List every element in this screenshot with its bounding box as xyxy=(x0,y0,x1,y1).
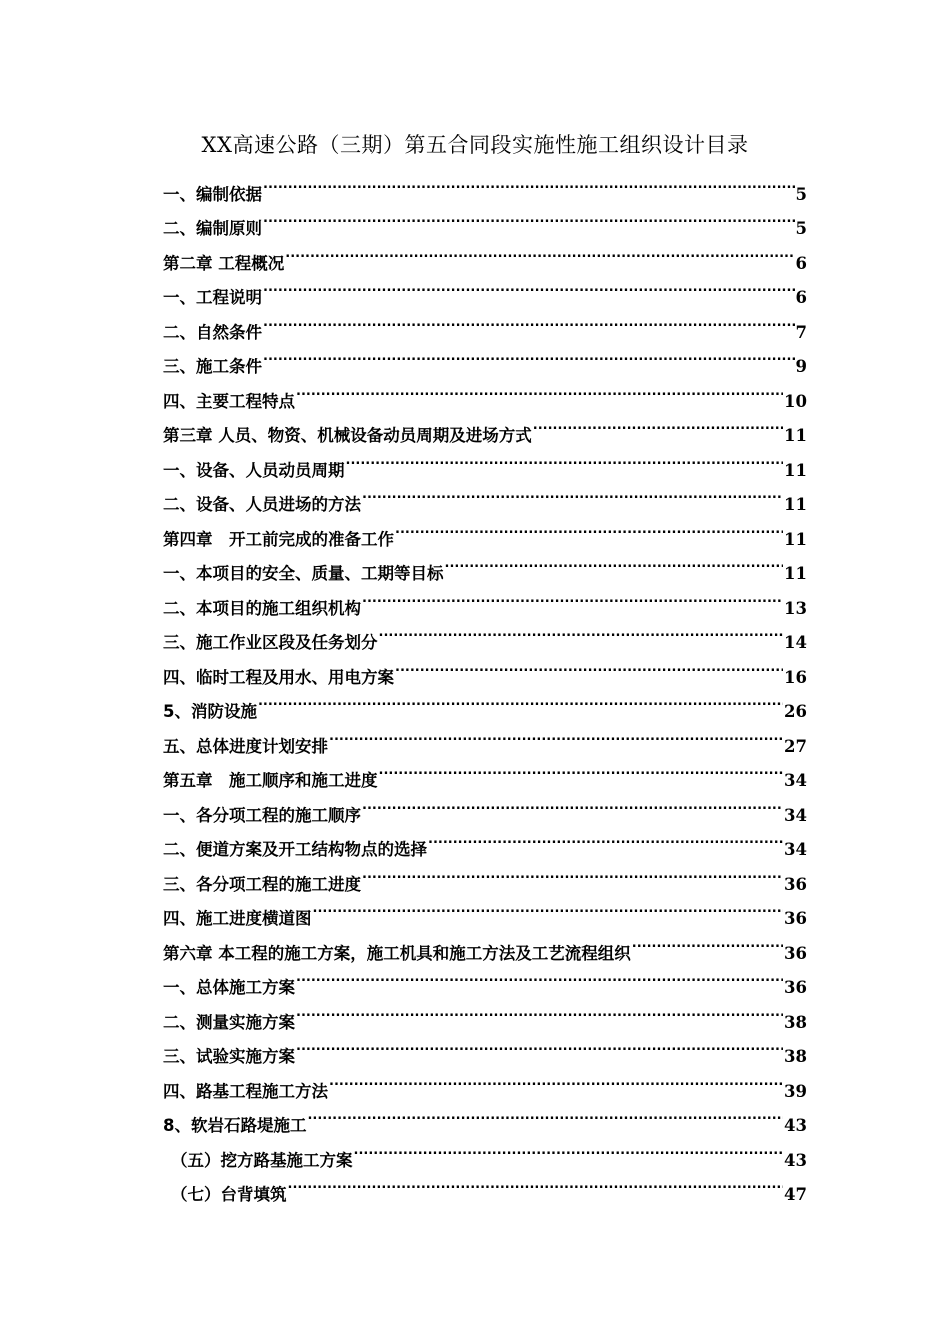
toc-entry-label: 二、便道方案及开工结构物点的选择 xyxy=(163,840,427,859)
toc-entry-label: 第五章 施工顺序和施工进度 xyxy=(163,771,378,790)
toc-entry-page-number: 11 xyxy=(784,460,807,480)
dot-leader xyxy=(362,579,783,614)
toc-entry-page-number: 38 xyxy=(784,1012,807,1032)
toc-entry-label: 三、试验实施方案 xyxy=(163,1047,295,1066)
toc-entry-page-number: 27 xyxy=(784,736,807,756)
toc-entry-page-number: 36 xyxy=(784,943,807,963)
toc-entry-label: 三、各分项工程的施工进度 xyxy=(163,874,361,894)
toc-entry[interactable] xyxy=(163,717,807,756)
toc-entry-page-number: 5 xyxy=(795,184,807,204)
toc-entry-label: 二、设备、人员进场的方法 xyxy=(163,495,361,514)
toc-entry-label: 二、测量实施方案 xyxy=(163,1012,295,1032)
dot-leader xyxy=(263,338,795,373)
toc-entry-label: 五、总体进度计划安排 xyxy=(163,736,328,756)
toc-entry-page-number: 34 xyxy=(784,805,807,825)
dot-leader xyxy=(329,1062,783,1097)
dot-leader xyxy=(445,545,784,580)
toc-entry-page-number: 14 xyxy=(784,633,807,652)
dot-leader xyxy=(285,234,794,269)
toc-entry-page-number: 38 xyxy=(784,1047,807,1066)
toc-entry-label: 一、本项目的安全、质量、工期等目标 xyxy=(163,564,444,583)
toc-entry-label: 一、各分项工程的施工顺序 xyxy=(163,805,361,825)
dot-leader xyxy=(288,1166,784,1201)
toc-entry-page-number: 36 xyxy=(784,874,807,894)
dot-leader xyxy=(263,165,795,200)
toc-entry-page-number: 36 xyxy=(784,978,807,997)
dot-leader xyxy=(362,786,783,821)
toc-entry-label: 四、临时工程及用水、用电方案 xyxy=(163,667,394,687)
toc-entry-label: 一、工程说明 xyxy=(163,288,262,307)
dot-leader xyxy=(296,372,783,407)
toc-entry-page-number: 43 xyxy=(784,1150,807,1170)
toc-entry-page-number: 9 xyxy=(795,357,807,376)
toc-entry-label: 第六章 本工程的施工方案，施工机具和施工方法及工艺流程组织 xyxy=(163,943,631,963)
dot-leader xyxy=(307,1097,783,1132)
toc-entry-page-number: 11 xyxy=(784,426,807,445)
toc-entry-label: 四、主要工程特点 xyxy=(163,391,295,411)
toc-entry-page-number: 43 xyxy=(784,1116,807,1135)
dot-leader xyxy=(313,890,784,925)
table-of-contents xyxy=(163,165,807,1204)
toc-entry[interactable] xyxy=(163,165,807,204)
dot-leader xyxy=(296,959,783,994)
dot-leader xyxy=(258,683,783,718)
toc-entry-label: 三、施工作业区段及任务划分 xyxy=(163,633,378,652)
toc-entry-label: 一、设备、人员动员周期 xyxy=(163,460,345,480)
toc-entry-page-number: 13 xyxy=(784,598,807,618)
toc-entry-label: 四、路基工程施工方法 xyxy=(163,1081,328,1101)
toc-entry-label: 第四章 开工前完成的准备工作 xyxy=(163,529,394,549)
toc-entry-label: 8、软岩石路堤施工 xyxy=(163,1116,307,1135)
toc-entry-label: 二、本项目的施工组织机构 xyxy=(163,598,361,618)
toc-entry-page-number: 11 xyxy=(784,564,807,583)
dot-leader xyxy=(346,441,784,476)
toc-entry-page-number: 34 xyxy=(784,771,807,790)
dot-leader xyxy=(395,648,783,683)
toc-entry-page-number: 11 xyxy=(784,495,807,514)
toc-entry-page-number: 16 xyxy=(784,667,807,687)
toc-entry-label: 第二章 工程概况 xyxy=(163,253,285,273)
toc-entry-page-number: 5 xyxy=(795,219,807,238)
toc-entry-label: 二、自然条件 xyxy=(163,322,262,342)
dot-leader xyxy=(533,407,783,442)
dot-leader xyxy=(379,614,784,649)
dot-leader xyxy=(263,303,795,338)
toc-entry-page-number: 36 xyxy=(784,909,807,928)
dot-leader xyxy=(263,200,795,235)
toc-entry-page-number: 39 xyxy=(784,1081,807,1101)
document-title: XX高速公路（三期）第五合同段实施性施工组织设计目录 xyxy=(201,133,749,157)
dot-leader xyxy=(354,1131,784,1166)
toc-entry-label: （五）挖方路基施工方案 xyxy=(171,1150,353,1170)
toc-entry-page-number: 6 xyxy=(795,253,807,273)
dot-leader xyxy=(362,855,783,890)
toc-entry-label: 第三章 人员、物资、机械设备动员周期及进场方式 xyxy=(163,426,532,445)
dot-leader xyxy=(296,1028,783,1063)
toc-entry-page-number: 7 xyxy=(795,322,807,342)
toc-entry-page-number: 26 xyxy=(784,702,807,721)
toc-entry-label: 四、施工进度横道图 xyxy=(163,909,312,928)
dot-leader xyxy=(329,717,783,752)
toc-entry-page-number: 11 xyxy=(784,529,807,549)
dot-leader xyxy=(395,510,783,545)
dot-leader xyxy=(263,269,795,304)
toc-entry-page-number: 47 xyxy=(784,1185,807,1204)
dot-leader xyxy=(379,752,784,787)
toc-entry-page-number: 10 xyxy=(784,391,807,411)
toc-entry-label: 一、编制依据 xyxy=(163,184,262,204)
dot-leader xyxy=(632,924,783,959)
toc-entry-page-number: 6 xyxy=(795,288,807,307)
toc-entry-page-number: 34 xyxy=(784,840,807,859)
dot-leader xyxy=(362,476,783,511)
toc-entry-label: 三、施工条件 xyxy=(163,357,262,376)
toc-entry-label: （七）台背填筑 xyxy=(171,1185,287,1204)
toc-entry-label: 二、编制原则 xyxy=(163,219,262,238)
toc-entry[interactable] xyxy=(163,683,807,721)
toc-entry-label: 一、总体施工方案 xyxy=(163,978,295,997)
dot-leader xyxy=(428,821,783,856)
toc-entry-label: 5、消防设施 xyxy=(163,702,257,721)
dot-leader xyxy=(296,993,783,1028)
